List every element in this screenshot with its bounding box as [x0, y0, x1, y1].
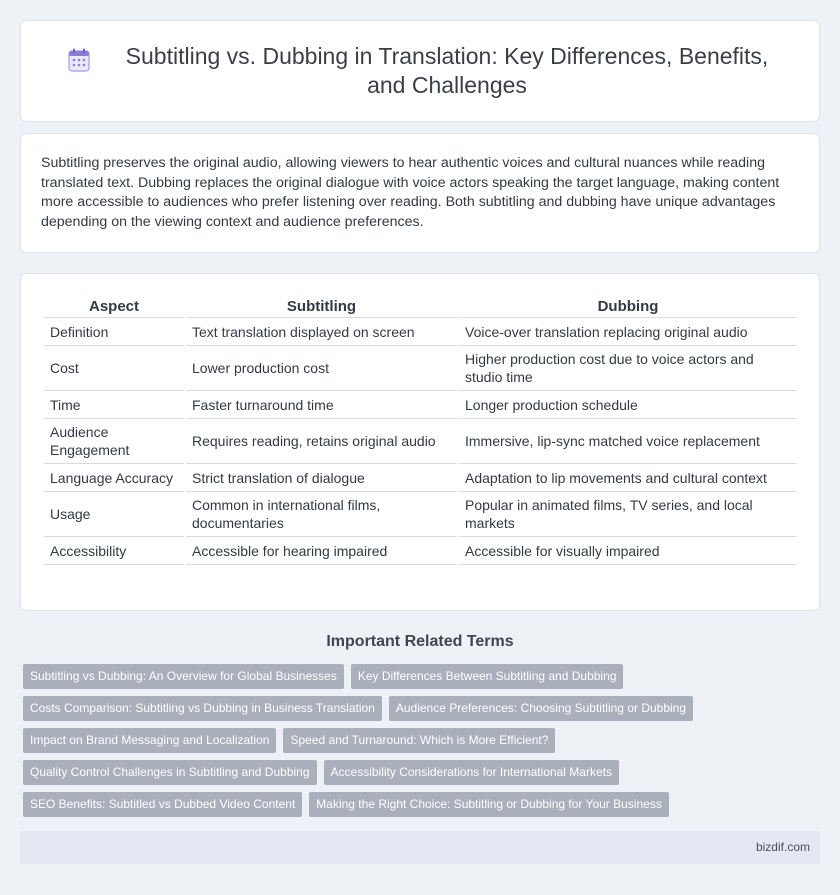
- table-row: [44, 419, 797, 464]
- table-cell: Audience Engagement: [44, 419, 184, 464]
- header-card: [20, 20, 820, 122]
- table-cell: Immersive, lip-sync matched voice replacement: [459, 419, 797, 464]
- table-header-row: [44, 296, 797, 318]
- related-term-link[interactable]: Audience Preferences: Choosing Subtitling or Dubbing: [389, 696, 693, 721]
- table-cell: Accessibility: [44, 537, 184, 565]
- related-term-link[interactable]: Subtitling vs Dubbing: An Overview for Global Businesses: [23, 664, 344, 689]
- table-row: [44, 464, 797, 492]
- related-term-link[interactable]: Speed and Turnaround: Which is More Efficient?: [283, 728, 555, 753]
- table-cell: Requires reading, retains original audio: [186, 419, 457, 464]
- table-row: [44, 318, 797, 346]
- table-row: [44, 537, 797, 565]
- table-cell: Accessible for hearing impaired: [186, 537, 457, 565]
- table-cell: Common in international films, documentaries: [186, 492, 457, 537]
- footer: [20, 831, 820, 864]
- table-cell: Strict translation of dialogue: [186, 464, 457, 492]
- comparison-table: [42, 296, 799, 565]
- page-title: Subtitling vs. Dubbing in Translation: Key Differences, Benefits, and Challenges: [125, 43, 769, 98]
- table-row: [44, 492, 797, 537]
- table-cell: Faster turnaround time: [186, 391, 457, 419]
- table-cell: Usage: [44, 492, 184, 537]
- intro-card: [20, 133, 820, 253]
- table-cell: Longer production schedule: [459, 391, 797, 419]
- related-term-link[interactable]: Making the Right Choice: Subtitling or Dubbing for Your Business: [309, 792, 669, 817]
- table-cell: Definition: [44, 318, 184, 346]
- table-cell: Higher production cost due to voice actors and studio time: [459, 346, 797, 391]
- column-header-dubbing: Dubbing: [459, 296, 797, 318]
- related-term-link[interactable]: SEO Benefits: Subtitled vs Dubbed Video Content: [23, 792, 302, 817]
- table-cell: Popular in animated films, TV series, and local markets: [459, 492, 797, 537]
- related-term-link[interactable]: Key Differences Between Subtitling and Dubbing: [351, 664, 624, 689]
- footer-site-link[interactable]: bizdif.com: [755, 840, 810, 854]
- intro-paragraph: Subtitling preserves the original audio, allowing viewers to hear authentic voices and cultural nuances while reading translated text. Dubbing replaces the original dialogue with voice actors speaking the target language, making content more accessible to audiences who prefer listening over reading. Both subtitling and dubbing have unique advantages depending on the viewing context and audience preferences.: [41, 155, 780, 230]
- table-cell: Text translation displayed on screen: [186, 318, 457, 346]
- related-term-link[interactable]: Accessibility Considerations for International Markets: [324, 760, 619, 785]
- table-cell: Accessible for visually impaired: [459, 537, 797, 565]
- related-term-link[interactable]: Impact on Brand Messaging and Localization: [23, 728, 276, 753]
- column-header-aspect: Aspect: [44, 296, 184, 318]
- related-term-link[interactable]: Costs Comparison: Subtitling vs Dubbing in Business Translation: [23, 696, 382, 721]
- table-cell: Time: [44, 391, 184, 419]
- table-cell: Language Accuracy: [44, 464, 184, 492]
- table-cell: Cost: [44, 346, 184, 391]
- table-row: [44, 346, 797, 391]
- table-cell: Voice-over translation replacing original audio: [459, 318, 797, 346]
- related-terms-title: Important Related Terms: [326, 633, 514, 650]
- table-cell: Adaptation to lip movements and cultural context: [459, 464, 797, 492]
- table-row: [44, 391, 797, 419]
- comparison-table-card: [20, 273, 820, 611]
- column-header-subtitling: Subtitling: [186, 296, 457, 318]
- related-term-link[interactable]: Quality Control Challenges in Subtitling and Dubbing: [23, 760, 317, 785]
- related-terms-list: [23, 664, 803, 824]
- table-cell: Lower production cost: [186, 346, 457, 391]
